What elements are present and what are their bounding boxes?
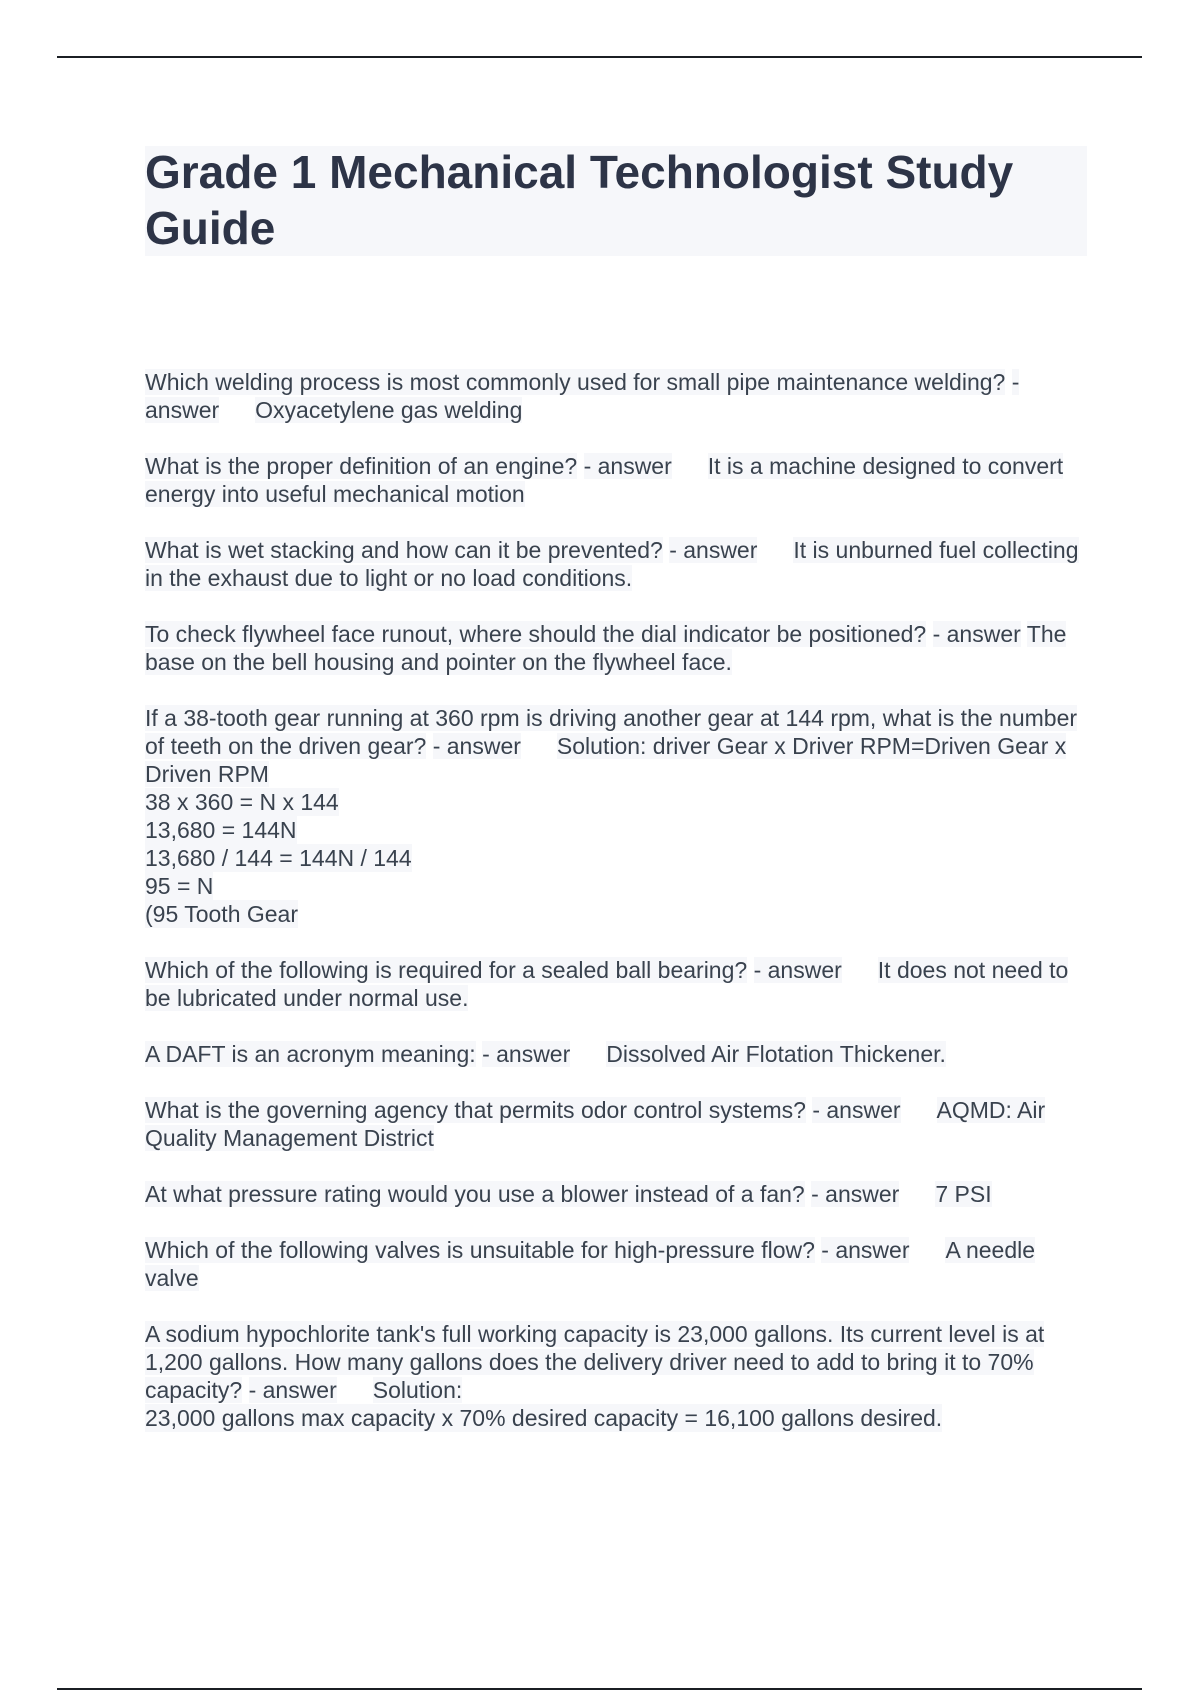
qa-item xyxy=(145,1320,1095,1432)
qa-list xyxy=(145,368,1095,1460)
answer-text: It is a machine designed to convert energy into useful mechanical motion xyxy=(145,453,1064,507)
solution-line: 13,680 / 144 = 144N / 144 xyxy=(145,845,412,871)
qa-item xyxy=(145,1180,1095,1208)
answer-separator: - answer xyxy=(812,1097,901,1123)
qa-item xyxy=(145,1096,1095,1152)
answer-separator: - answer xyxy=(583,453,672,479)
solution-line: 38 x 360 = N x 144 xyxy=(145,789,339,815)
question-text: What is the proper definition of an engine? xyxy=(145,453,578,479)
answer-separator: - answer xyxy=(669,537,758,563)
qa-item xyxy=(145,1236,1095,1292)
question-text: A DAFT is an acronym meaning: xyxy=(145,1041,476,1067)
top-rule xyxy=(57,56,1142,58)
answer-text: It is unburned fuel collecting in the exhaust due to light or no load conditions. xyxy=(145,537,1079,591)
question-text: What is the governing agency that permits odor control systems? xyxy=(145,1097,806,1123)
question-text: Which welding process is most commonly used for small pipe maintenance welding? xyxy=(145,369,1006,395)
answer-text: Solution: xyxy=(372,1377,463,1403)
answer-text: Solution: driver Gear x Driver RPM=Driven Gear x Driven RPM xyxy=(145,733,1067,787)
qa-item xyxy=(145,1040,1095,1068)
answer-text: It does not need to be lubricated under normal use. xyxy=(145,957,1069,1011)
qa-item xyxy=(145,536,1095,592)
answer-text: Oxyacetylene gas welding xyxy=(255,397,523,423)
answer-separator: - answer xyxy=(932,621,1021,647)
answer-text: A needle valve xyxy=(145,1237,1036,1291)
answer-separator: - answer xyxy=(145,369,1020,423)
question-text: What is wet stacking and how can it be prevented? xyxy=(145,537,663,563)
question-text: If a 38-tooth gear running at 360 rpm is driving another gear at 144 rpm, what is the number of teeth on the driven gear? xyxy=(145,705,1078,759)
solution-line: 13,680 = 144N xyxy=(145,817,297,843)
solution-line: 23,000 gallons max capacity x 70% desired capacity = 16,100 gallons desired. xyxy=(145,1405,943,1431)
answer-separator: - answer xyxy=(432,733,521,759)
answer-separator: - answer xyxy=(753,957,842,983)
qa-item xyxy=(145,704,1095,928)
answer-text: The base on the bell housing and pointer on the flywheel face. xyxy=(145,621,1067,675)
answer-text: AQMD: Air Quality Management District xyxy=(145,1097,1046,1151)
answer-separator: - answer xyxy=(482,1041,571,1067)
qa-item xyxy=(145,620,1095,676)
question-text: Which of the following valves is unsuitable for high-pressure flow? xyxy=(145,1237,815,1263)
solution-line: (95 Tooth Gear xyxy=(145,901,299,927)
qa-item xyxy=(145,452,1095,508)
bottom-rule xyxy=(57,1688,1142,1690)
qa-item xyxy=(145,368,1095,424)
answer-separator: - answer xyxy=(248,1377,337,1403)
solution-line: 95 = N xyxy=(145,873,214,899)
question-text: Which of the following is required for a sealed ball bearing? xyxy=(145,957,748,983)
answer-separator: - answer xyxy=(821,1237,910,1263)
document-title: Grade 1 Mechanical Technologist Study Guide xyxy=(145,146,1014,254)
answer-text: 7 PSI xyxy=(935,1181,992,1207)
answer-text: Dissolved Air Flotation Thickener. xyxy=(606,1041,946,1067)
qa-item xyxy=(145,956,1095,1012)
answer-separator: - answer xyxy=(811,1181,900,1207)
question-text: A sodium hypochlorite tank's full working capacity is 23,000 gallons. Its current level is at 1,200 gallons. How many gallons does the delivery driver need to add to bring it to 70% capacity? xyxy=(145,1321,1045,1403)
question-text: At what pressure rating would you use a blower instead of a fan? xyxy=(145,1181,805,1207)
question-text: To check flywheel face runout, where should the dial indicator be positioned? xyxy=(145,621,927,647)
